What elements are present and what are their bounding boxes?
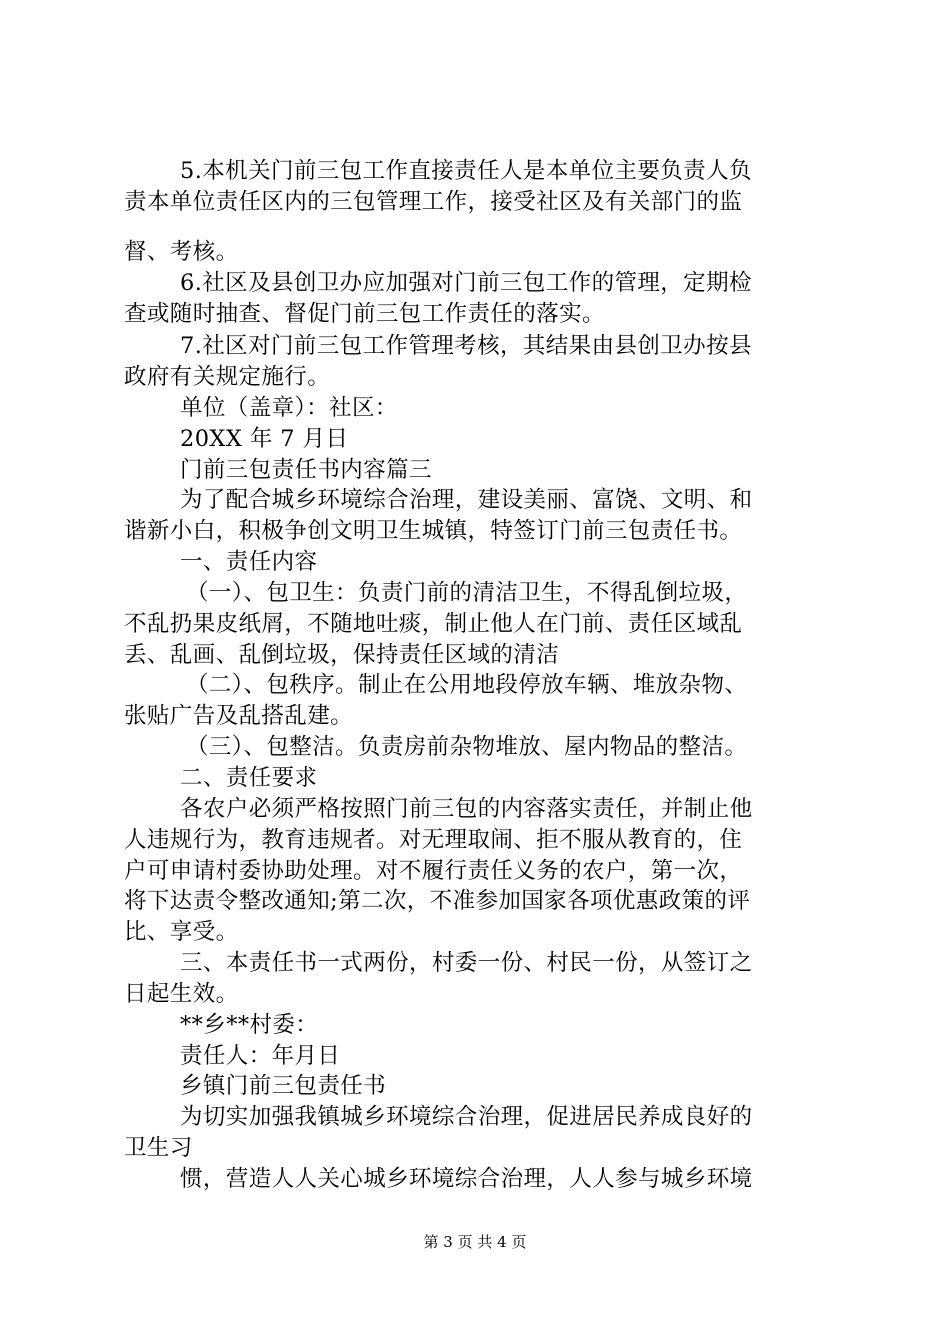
text-line: （三）、包整洁。负责房前杂物堆放、屋内物品的整洁。 (186, 734, 748, 760)
text-line: 一、责任内容 (180, 549, 318, 575)
text-line: 张贴广告及乱搭乱建。 (124, 703, 354, 729)
text-line: 门前三包责任书内容篇三 (180, 457, 432, 483)
text-line: 为了配合城乡环境综合治理，建设美丽、富饶、文明、和 (180, 487, 753, 513)
text-line: 人违规行为，教育违规者。对无理取闹、拒不服从教育的，住 (124, 827, 743, 853)
text-line: 5.本机关门前三包工作直接责任人是本单位主要负责人负 (180, 158, 752, 184)
text-line: 查或随时抽查、督促门前三包工作责任的落实。 (124, 301, 605, 327)
text-line: 20XX 年 7 月日 (180, 426, 349, 452)
text-line: **乡**村委： (180, 1012, 319, 1038)
text-line: 丢、乱画、乱倒垃圾，保持责任区域的清洁 (124, 642, 560, 668)
text-line: （二）、包秩序。制止在公用地段停放车辆、堆放杂物、 (186, 672, 748, 698)
text-line: 比、享受。 (124, 919, 239, 945)
text-line: 二、责任要求 (180, 765, 318, 791)
text-line: 惯，营造人人关心城乡环境综合治理，人人参与城乡环境 (180, 1166, 753, 1192)
text-line: （一）、包卫生：负责门前的清洁卫生，不得乱倒垃圾， (186, 580, 748, 606)
text-line: 责任人：年月日 (180, 1043, 341, 1069)
text-line: 卫生习 (124, 1135, 193, 1161)
text-line: 6.社区及县创卫办应加强对门前三包工作的管理，定期检 (180, 270, 752, 296)
text-line: 政府有关规定施行。 (124, 364, 331, 390)
text-line: 为切实加强我镇城乡环境综合治理，促进居民养成良好的 (180, 1104, 753, 1130)
text-line: 各农户必须严格按照门前三包的内容落实责任，并制止他 (180, 796, 753, 822)
text-line: 单位（盖章）：社区： (180, 395, 398, 421)
text-line: 乡镇门前三包责任书 (180, 1073, 387, 1099)
text-line: 不乱扔果皮纸屑，不随地吐痰，制止他人在门前、责任区域乱 (124, 611, 743, 637)
page-number-footer: 第 3 页 共 4 页 (423, 1233, 527, 1251)
text-line: 谐新小白，积极争创文明卫生城镇，特签订门前三包责任书。 (124, 518, 743, 544)
text-line: 三、本责任书一式两份，村委一份、村民一份，从签订之 (180, 950, 753, 976)
text-line: 责本单位责任区内的三包管理工作，接受社区及有关部门的监 (124, 189, 743, 215)
text-line: 将下达责令整改通知;第二次，不准参加国家各项优惠政策的评 (124, 888, 751, 914)
text-line: 督、考核。 (124, 239, 239, 265)
text-line: 户可申请村委协助处理。对不履行责任义务的农户，第一次， (124, 858, 743, 884)
text-line: 7.社区对门前三包工作管理考核，其结果由县创卫办按县 (180, 333, 752, 359)
text-line: 日起生效。 (124, 981, 239, 1007)
